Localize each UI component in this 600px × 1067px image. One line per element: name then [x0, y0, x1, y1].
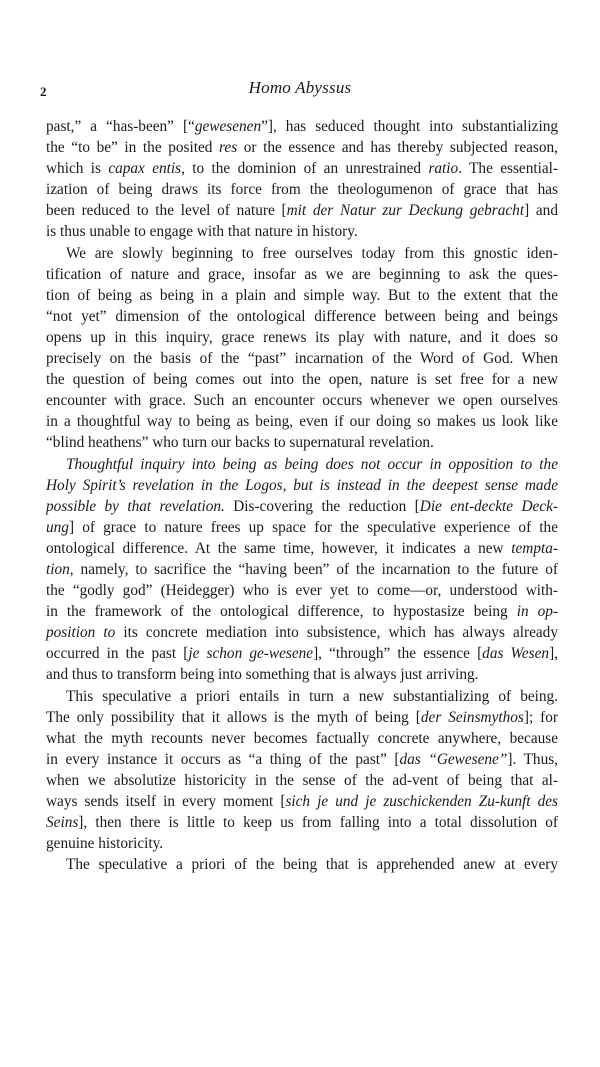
- text-line: [46, 137, 558, 158]
- italic-text: res: [219, 139, 238, 157]
- text-line: [46, 664, 558, 685]
- text-segment: “not yet” dimension of the ontological difference between being and beings: [46, 307, 558, 325]
- text-segment: and thus to transform being into something that is always just arriving.: [46, 666, 479, 684]
- text-segment: . The essential-: [458, 160, 558, 178]
- italic-text: Holy Spirit’s revelation in the Logos, but is instead in the deepest sense made: [46, 476, 558, 494]
- text-line: [46, 580, 558, 601]
- text-line: [46, 538, 558, 559]
- text-line: [46, 179, 558, 200]
- text-line: [46, 749, 558, 770]
- text-line: [46, 200, 558, 221]
- text-segment: is thus unable to engage with that nature in history.: [46, 223, 358, 241]
- text-line: [46, 854, 558, 875]
- italic-text: ung: [46, 518, 69, 536]
- text-segment: in every instance it occurs as “a thing of the past” [: [46, 750, 400, 768]
- italic-text: Thoughtful inquiry into being as being does not occur in opposition to the: [66, 455, 558, 473]
- text-segment: ] and: [524, 202, 558, 220]
- text-line: [46, 369, 558, 390]
- italic-text: tempta-: [511, 539, 558, 557]
- italic-text: gewesenen: [194, 118, 262, 135]
- text-segment: , to the dominion of an unrestrained: [181, 160, 429, 178]
- text-line: [46, 791, 558, 812]
- text-segment: when we absolutize historicity in the sense of the ad-vent of being that al-: [46, 771, 558, 789]
- text-segment: , namely, to sacrifice the “having been” of the incarnation to the future of: [69, 560, 558, 578]
- running-title: Homo Abyssus: [248, 78, 352, 97]
- text-line: [46, 496, 558, 517]
- text-line: [46, 643, 558, 664]
- italic-text: position to: [46, 624, 116, 642]
- text-segment: This speculative a priori entails in turn a new substantializing of being.: [66, 687, 558, 705]
- text-segment: the “godly god” (Heidegger) who is ever yet to come—or, understood with-: [46, 582, 558, 600]
- text-segment: ], “through” the essence [: [313, 645, 483, 663]
- text-segment: the question of being comes out into the open, nature is set free for a new: [46, 371, 558, 389]
- text-segment: ], then there is little to keep us from falling into a total dissolution of: [78, 814, 558, 832]
- text-segment: occurred in the past [: [46, 645, 189, 663]
- text-line: [46, 432, 558, 453]
- text-segment: been reduced to the level of nature [: [46, 202, 287, 220]
- text-segment: which is: [46, 160, 109, 178]
- italic-text: Die ent-deckte Deck-: [419, 497, 558, 515]
- text-line: [46, 728, 558, 749]
- text-line: [46, 264, 558, 285]
- text-line: [46, 327, 558, 348]
- text-line: [46, 454, 558, 475]
- running-head: [40, 78, 560, 102]
- text-line: [46, 812, 558, 833]
- text-line: [46, 686, 558, 707]
- text-segment: ways sends itself in every moment [: [46, 793, 286, 810]
- italic-text: in op-: [516, 603, 558, 621]
- text-line: [46, 243, 558, 264]
- text-segment: Dis-covering the reduction [: [224, 497, 420, 515]
- text-line: [46, 559, 558, 580]
- italic-text: das Wesen: [482, 645, 550, 663]
- text-line: [46, 475, 558, 496]
- text-segment: ] of grace to nature frees up space for the speculative experience of the: [68, 518, 558, 536]
- text-segment: its concrete mediation into subsistence, which has always already: [115, 624, 558, 642]
- text-line: [46, 833, 558, 854]
- body-text: [46, 116, 558, 875]
- text-line: [46, 411, 558, 432]
- text-line: [46, 770, 558, 791]
- text-segment: tification of nature and grace, insofar as we are beginning to ask the ques-: [46, 265, 558, 283]
- text-line: [46, 348, 558, 369]
- text-segment: The speculative a priori of the being that is apprehended anew at every: [66, 856, 558, 874]
- italic-text: capax entis: [108, 160, 182, 178]
- text-line: [46, 517, 558, 538]
- italic-text: mit der Natur zur Deckung gebracht: [286, 202, 525, 220]
- page-number: 2: [40, 84, 47, 99]
- italic-text: tion: [46, 560, 70, 578]
- text-line: [46, 306, 558, 327]
- italic-text: possible by that revelation.: [46, 497, 225, 515]
- text-segment: ]. Thus,: [507, 750, 558, 768]
- text-segment: genuine historicity.: [46, 835, 164, 853]
- text-segment: ]; for: [523, 708, 559, 726]
- text-segment: The only possibility that it allows is the myth of being [: [46, 708, 421, 726]
- text-segment: encounter with grace. Such an encounter occurs whenever we open ourselves: [46, 392, 558, 410]
- text-line: [46, 221, 558, 242]
- text-segment: ],: [549, 645, 558, 663]
- italic-text: ratio: [428, 160, 459, 178]
- text-segment: ontological difference. At the same time, however, it indicates a new: [46, 539, 512, 557]
- text-segment: ”], has seduced thought into substantializing: [261, 118, 558, 135]
- text-segment: tion of being as being in a plain and simple way. But to the extent that the: [46, 286, 558, 304]
- text-segment: precisely on the basis of the “past” incarnation of the Word of God. When: [46, 350, 558, 368]
- text-segment: “blind heathens” who turn our backs to supernatural revelation.: [46, 434, 434, 452]
- text-line: [46, 285, 558, 306]
- text-line: [46, 622, 558, 643]
- text-segment: in the framework of the ontological difference, to hypostasize being: [46, 603, 517, 621]
- italic-text: der Seinsmythos: [420, 708, 524, 726]
- text-line: [46, 601, 558, 622]
- text-segment: ization of being draws its force from the theologumenon of grace that has: [46, 181, 558, 199]
- italic-text: sich je und je zuschickenden Zu-kunft des: [285, 793, 558, 810]
- text-segment: opens up in this inquiry, grace renews its play with nature, and it does so: [46, 328, 558, 346]
- italic-text: Seins: [46, 814, 79, 832]
- text-segment: past,” a “has-been” [“: [46, 118, 195, 135]
- text-segment: We are slowly beginning to free ourselves today from this gnostic iden-: [66, 244, 558, 262]
- text-segment: the “to be” in the posited: [46, 139, 220, 157]
- italic-text: je schon ge-wesene: [188, 645, 314, 663]
- text-line: [46, 158, 558, 179]
- text-line: [46, 707, 558, 728]
- text-segment: what the myth recounts never becomes factually concrete anywhere, because: [46, 729, 558, 747]
- italic-text: das “Gewesene”: [399, 750, 508, 768]
- text-segment: or the essence and has thereby subjected reason,: [237, 139, 558, 157]
- text-line: [46, 390, 558, 411]
- text-line: [46, 116, 558, 137]
- text-segment: in a thoughtful way to being as being, even if our doing so makes us look like: [46, 413, 558, 431]
